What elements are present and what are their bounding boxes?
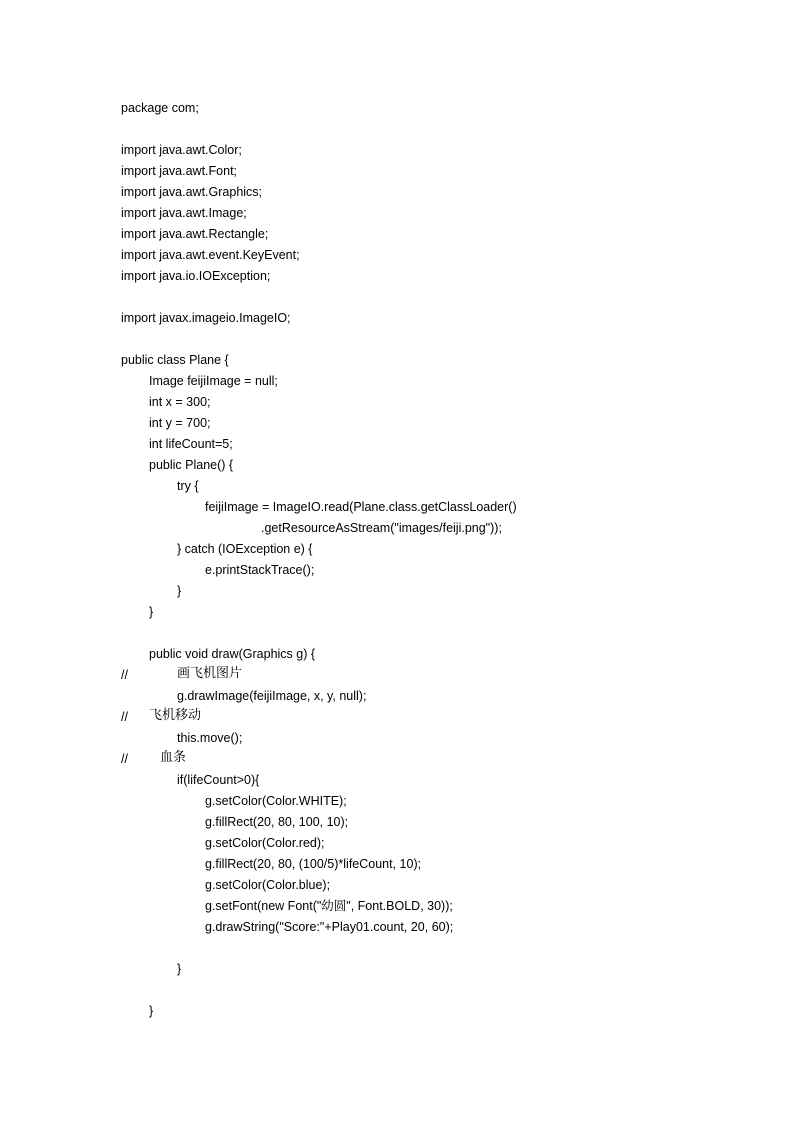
code-line: import java.awt.Graphics; [121,185,263,199]
comment-marker: // [121,668,128,682]
code-line: import java.awt.event.KeyEvent; [121,248,300,262]
code-line: try { [177,479,199,493]
code-line: g.setFont(new Font("幼圆", Font.BOLD, 30)); [205,899,453,913]
code-line: Image feijiImage = null; [149,374,278,388]
comment-text: 飞机移动 [149,708,202,723]
code-line: import javax.imageio.ImageIO; [121,311,291,325]
code-line: public void draw(Graphics g) { [149,647,316,661]
code-line: g.drawString("Score:"+Play01.count, 20, 60); [205,920,454,934]
code-line: g.fillRect(20, 80, (100/5)*lifeCount, 10); [205,857,422,871]
code-line: } catch (IOException e) { [177,542,313,556]
code-line: g.setColor(Color.blue); [205,878,331,892]
code-line: this.move(); [177,731,243,745]
code-line: import java.awt.Rectangle; [121,227,269,241]
code-line: int x = 300; [149,395,211,409]
code-line: public class Plane { [121,353,229,367]
comment-marker: // [121,710,128,724]
code-line: import java.awt.Font; [121,164,238,178]
comment-marker: // [121,752,128,766]
code-line: if(lifeCount>0){ [177,773,260,787]
code-line: g.fillRect(20, 80, 100, 10); [205,815,349,829]
code-line: g.setColor(Color.red); [205,836,325,850]
code-line: } [177,584,182,598]
code-line: package com; [121,101,199,115]
code-line: g.drawImage(feijiImage, x, y, null); [177,689,367,703]
code-line: import java.io.IOException; [121,269,271,283]
code-line: public Plane() { [149,458,234,472]
code-line: e.printStackTrace(); [205,563,315,577]
code-line: .getResourceAsStream("images/feiji.png")); [261,521,502,535]
code-line: int lifeCount=5; [149,437,233,451]
comment-text: 血条 [160,750,187,765]
code-line: } [149,1004,154,1018]
code-line: } [149,605,154,619]
code-line: int y = 700; [149,416,211,430]
comment-text: 画飞机图片 [177,666,243,681]
code-line: import java.awt.Color; [121,143,242,157]
code-line: g.setColor(Color.WHITE); [205,794,347,808]
code-line: } [177,962,182,976]
code-line: import java.awt.Image; [121,206,247,220]
code-line: feijiImage = ImageIO.read(Plane.class.getClassLoader() [205,500,517,514]
